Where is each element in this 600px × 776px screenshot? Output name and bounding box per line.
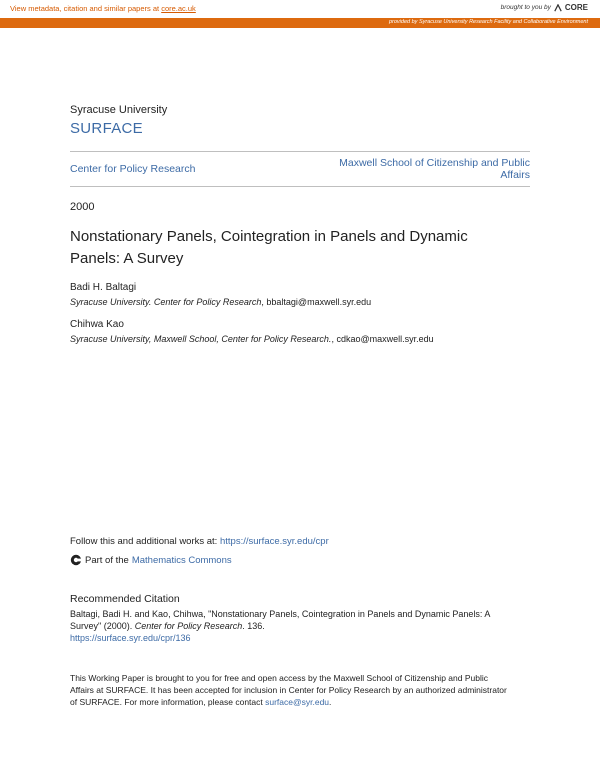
- collection-link-left[interactable]: Center for Policy Research: [70, 163, 196, 175]
- author-affiliation: [70, 297, 371, 307]
- citation-line2: [70, 620, 540, 632]
- core-link[interactable]: core.ac.uk: [161, 4, 196, 13]
- author-email: , cdkao@maxwell.syr.edu: [331, 334, 434, 344]
- part-of-line: [70, 554, 232, 566]
- author-name: Badi H. Baltagi: [70, 282, 137, 293]
- part-of-text: Part of the: [85, 554, 129, 566]
- citation-block: [70, 608, 540, 644]
- core-logo-text[interactable]: CORE: [564, 3, 588, 12]
- university-name: Syracuse University: [70, 104, 168, 116]
- access-line1: This Working Paper is brought to you for free and open access by the Maxwell School of Citizenship and Public: [70, 673, 488, 683]
- access-line3-suffix: .: [329, 697, 332, 707]
- follow-line: [70, 536, 329, 547]
- divider-top: [70, 151, 530, 152]
- access-line3: [70, 696, 540, 708]
- author-name: Chihwa Kao: [70, 319, 124, 330]
- contact-email-link[interactable]: surface@syr.edu: [265, 697, 330, 707]
- collection-link-right[interactable]: [300, 157, 530, 181]
- provider-band: [0, 18, 600, 28]
- access-line2: Affairs at SURFACE. It has been accepted for inclusion in Center for Policy Research by an authorized administrator: [70, 685, 507, 695]
- paper-title: [70, 226, 530, 270]
- repository-name[interactable]: SURFACE: [70, 120, 143, 137]
- citation-line2-suffix: . 136.: [242, 621, 265, 631]
- collection-right-line2: Affairs: [500, 169, 530, 181]
- author-email: , bbaltagi@maxwell.syr.edu: [261, 297, 372, 307]
- core-logo-icon: [554, 4, 562, 12]
- paper-title-line1: Nonstationary Panels, Cointegration in Panels and Dynamic: [70, 228, 468, 245]
- follow-text: Follow this and additional works at:: [70, 536, 220, 547]
- core-metadata-text: [10, 4, 196, 13]
- core-branding: [501, 3, 588, 12]
- collection-right-line1: Maxwell School of Citizenship and Public: [339, 157, 530, 169]
- citation-url[interactable]: https://surface.syr.edu/cpr/136: [70, 633, 191, 643]
- mathematics-commons-link[interactable]: Mathematics Commons: [131, 554, 232, 566]
- access-line3-prefix: of SURFACE. For more information, please contact: [70, 697, 266, 707]
- follow-link[interactable]: https://surface.syr.edu/cpr: [219, 536, 329, 547]
- publication-year: 2000: [70, 201, 95, 213]
- citation-series: Center for Policy Research: [134, 621, 243, 631]
- author-affiliation: [70, 334, 434, 344]
- divider-bottom: [70, 186, 530, 187]
- provided-by-text: provided by Syracuse University Research Facility and Collaborative Environment: [388, 19, 588, 25]
- access-statement: [70, 672, 540, 708]
- author-affiliation-text: Syracuse University. Center for Policy Research: [70, 297, 262, 307]
- recommended-citation-heading: Recommended Citation: [70, 593, 180, 605]
- brought-to-you-text: brought to you by: [500, 4, 551, 11]
- core-bar: [0, 0, 600, 18]
- citation-line2-prefix: Survey" (2000).: [70, 621, 135, 631]
- author-affiliation-text: Syracuse University, Maxwell School, Center for Policy Research.: [70, 334, 332, 344]
- commons-icon: [70, 554, 82, 566]
- paper-title-line2: Panels: A Survey: [70, 250, 184, 267]
- citation-line1: Baltagi, Badi H. and Kao, Chihwa, "Nonstationary Panels, Cointegration in Panels and Dynamic Panels: A: [70, 609, 491, 619]
- core-metadata-prefix: View metadata, citation and similar papers at: [10, 4, 162, 13]
